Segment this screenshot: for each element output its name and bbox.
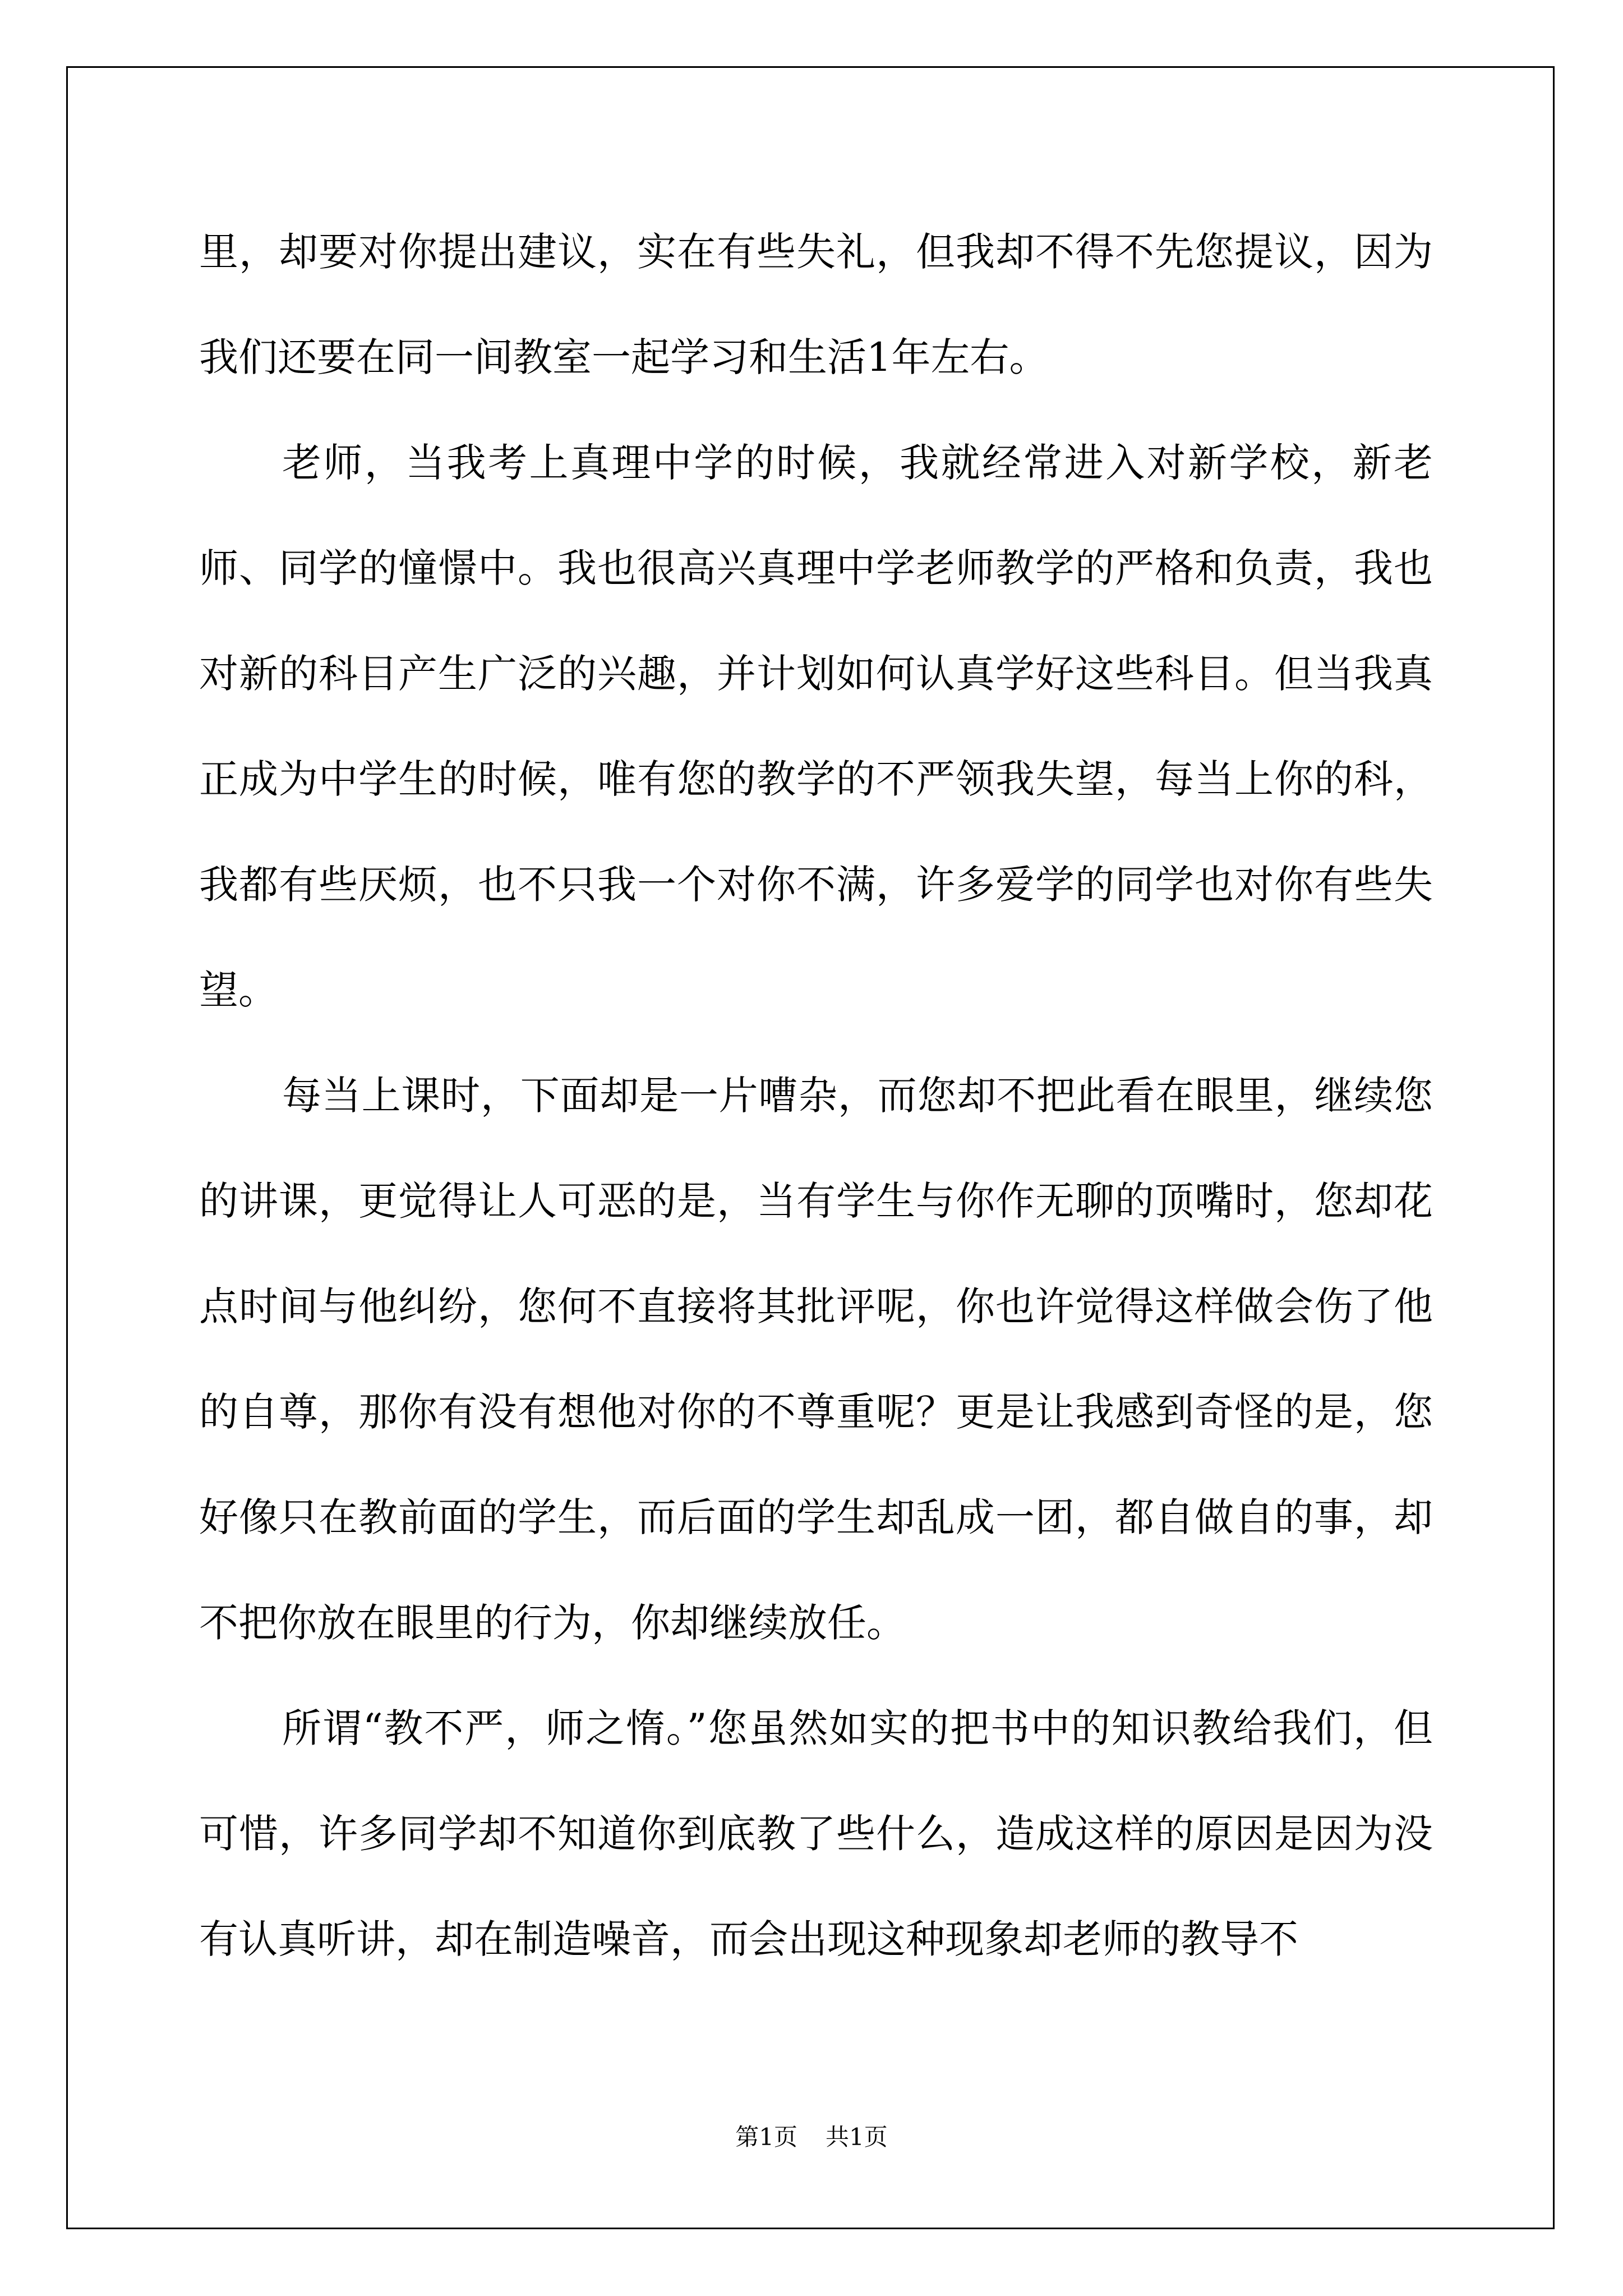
page-footer: [0, 2120, 1623, 2154]
document-body: [199, 199, 1433, 1992]
page-number-current: 第1页: [735, 2123, 797, 2151]
paragraph-continued: 里，却要对你提出建议，实在有些失礼，但我却不得不先您提议，因为我们还要在同一间教室一起学习和生活1年左右。: [199, 229, 1433, 380]
page-number-total: 共1页: [826, 2123, 888, 2151]
paragraph-teaching-quote: 所谓“教不严，师之惰。”您虽然如实的把书中的知识教给我们，但可惜，许多同学却不知道你到底教了些什么，造成这样的原因是因为没有认真听讲，却在制造噪音，而会出现这种现象却老师的教导不: [199, 1705, 1433, 1962]
paragraph-teacher-expectations: 老师，当我考上真理中学的时候，我就经常进入对新学校，新老师、同学的憧憬中。我也很高兴真理中学老师教学的严格和负责，我也对新的科目产生广泛的兴趣，并计划如何认真学好这些科目。但当我真正成为中学生的时候，唯有您的教学的不严领我失望，每当上你的科，我都有些厌烦，也不只我一个对你不满，许多爱学的同学也对你有些失望。: [199, 440, 1433, 1013]
paragraph-classroom-noise: 每当上课时，下面却是一片嘈杂，而您却不把此看在眼里，继续您的讲课，更觉得让人可恶的是，当有学生与你作无聊的顶嘴时，您却花点时间与他纠纷，您何不直接将其批评呢，你也许觉得这样做会伤了他的自尊，那你有没有想他对你的不尊重呢？更是让我感到奇怪的是，您好像只在教前面的学生，而后面的学生却乱成一团，都自做自的事，却不把你放在眼里的行为，你却继续放任。: [199, 1073, 1433, 1646]
